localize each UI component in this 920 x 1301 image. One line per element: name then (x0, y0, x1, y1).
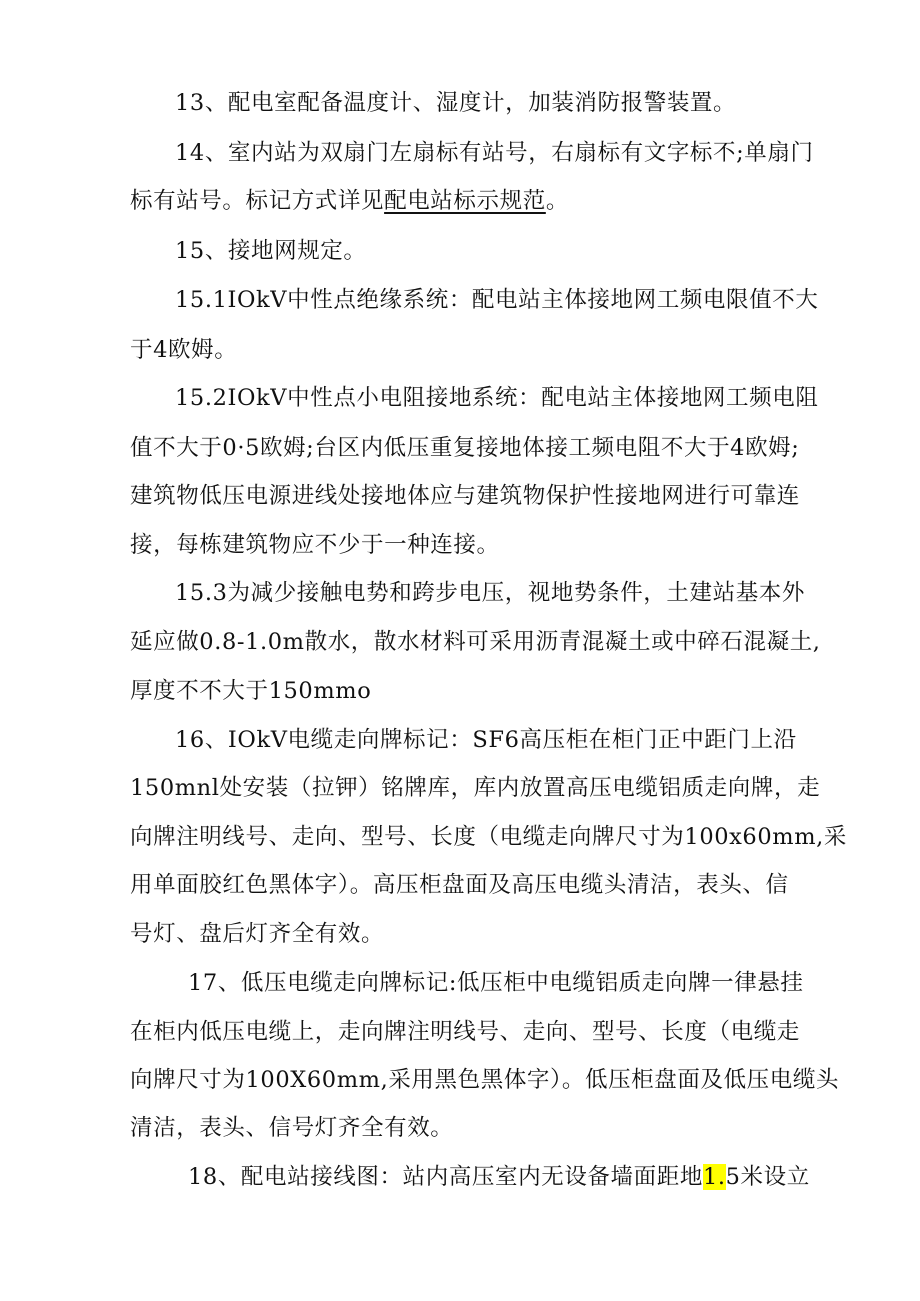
paragraph-15-3-line-2: 延应做0.8-1.0m散水，散水材料可采用沥青混凝土或中碎石混凝土, (130, 629, 821, 655)
paragraph-15-1-line-1: 15.1IOkV中性点绝缘系统：配电站主体接地网工频电限值不大 (175, 287, 819, 313)
paragraph-16-line-2: 150mnl处安装（拉钾）铭牌库，库内放置高压电缆铝质走向牌，走 (130, 775, 821, 801)
paragraph-15-2-line-4: 接，每栋建筑物应不少于一种连接。 (130, 532, 500, 558)
paragraph-15-1-line-2: 于4欧姆。 (130, 337, 238, 363)
paragraph-17-line-2: 在柜内低压电缆上，走向牌注明线号、走向、型号、长度（电缆走 (130, 1019, 800, 1045)
paragraph-15-3-line-3: 厚度不不大于150mmo (130, 678, 372, 704)
highlighted-text: 1. (702, 1164, 726, 1190)
paragraph-14-text-a: 标有站号。标记方式详见 (130, 188, 385, 214)
paragraph-16-line-3: 向牌注明线号、走向、型号、长度（电缆走向牌尺寸为100x60mm,采 (130, 824, 847, 850)
paragraph-16-line-5: 号灯、盘后灯齐全有效。 (130, 921, 385, 947)
paragraph-15-2-line-3: 建筑物低压电源进线处接地体应与建筑物保护性接地网进行可靠连 (130, 483, 800, 509)
paragraph-18-text-a: 18、配电站接线图：站内高压室内无设备墙面距地 (188, 1164, 703, 1190)
paragraph-15-2-line-2: 值不大于0·5欧姆;台区内低压重复接地体接工频电阻不大于4欧姆; (130, 435, 800, 461)
paragraph-15-2-line-1: 15.2IOkV中性点小电阻接地系统：配电站主体接地网工频电阻 (175, 385, 819, 411)
paragraph-16-line-1: 16、IOkV电缆走向牌标记：SF6高压柜在柜门正中距门上沿 (175, 727, 797, 753)
paragraph-14-line-1: 14、室内站为双扇门左扇标有站号，右扇标有文字标不;单扇门 (175, 140, 814, 166)
paragraph-15-line-1: 15、接地网规定。 (175, 238, 367, 264)
paragraph-18-text-b: 5米设立 (725, 1164, 810, 1190)
paragraph-17-line-4: 清洁，表头、信号灯齐全有效。 (130, 1115, 454, 1141)
paragraph-17-line-1: 17、低压电缆走向牌标记:低压柜中电缆铝质走向牌一律悬挂 (188, 970, 804, 996)
paragraph-14-line-2 (130, 186, 569, 216)
paragraph-16-line-4: 用单面胶红色黑体字）。高压柜盘面及高压电缆头清洁，表头、信 (130, 872, 789, 898)
distribution-station-spec-link[interactable]: 配电站标示规范 (384, 188, 546, 214)
paragraph-14-text-b: 。 (545, 188, 569, 214)
paragraph-17-line-3: 向牌尺寸为100X60mm,采用黑色黑体字）。低压柜盘面及低压电缆头 (130, 1067, 840, 1093)
paragraph-15-3-line-1: 15.3为减少接触电势和跨步电压，视地势条件，土建站基本外 (175, 580, 805, 606)
paragraph-18-line-1 (188, 1162, 810, 1192)
paragraph-13-line-1: 13、配电室配备温度计、湿度计，加装消防报警装置。 (175, 90, 737, 116)
